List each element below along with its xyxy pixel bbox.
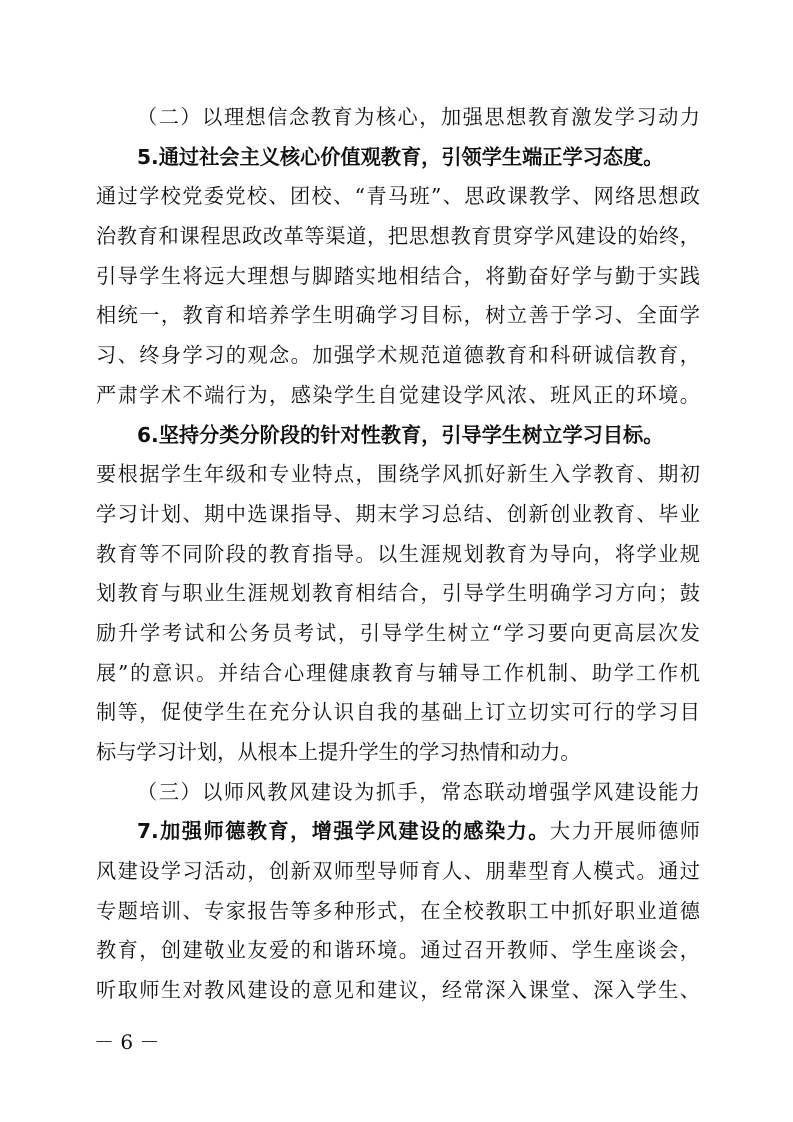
paragraph-line: 励升学考试和公务员考试，引导学生树立“学习要向更高层次发	[96, 620, 700, 645]
item-heading: 7.加强师德教育，增强学风建设的感染力。	[137, 819, 550, 844]
page-number: － 6 －	[94, 1030, 160, 1054]
paragraph-line: 通过学校党委党校、团校、“青马班”、思政课教学、网络思想政	[96, 184, 700, 209]
item-heading: 6.坚持分类分阶段的针对性教育，引导学生树立学习目标。	[137, 422, 664, 447]
document-body	[96, 98, 700, 1011]
paragraph-line: 听取师生对教风建设的意见和建议，经常深入课堂、深入学生、	[96, 978, 700, 1003]
paragraph-line: 引导学生将远大理想与脚踏实地相结合，将勤奋好学与勤于实践	[96, 263, 700, 288]
paragraph-line: 要根据学生年级和专业特点，围绕学风抓好新生入学教育、期初	[96, 462, 700, 487]
paragraph-line: 教育，创建敬业友爱的和谐环境。通过召开教师、学生座谈会，	[96, 938, 700, 963]
section-title: （三）以师风教风建设为抓手，常态联动增强学风建设能力	[137, 779, 700, 804]
paragraph-line: 风建设学习活动，创新双师型导师育人、朋辈型育人模式。通过	[96, 859, 700, 884]
item-heading-line	[96, 812, 700, 852]
paragraph-line: 教育等不同阶段的教育指导。以生涯规划教育为导向，将学业规	[96, 541, 700, 566]
paragraph-line: 专题培训、专家报告等多种形式，在全校教职工中抓好职业道德	[96, 898, 700, 923]
paragraph-line: 习、终身学习的观念。加强学术规范道德教育和科研诚信教育，	[96, 343, 700, 368]
paragraph-line: 划教育与职业生涯规划教育相结合，引导学生明确学习方向；鼓	[96, 581, 700, 606]
paragraph-line: 标与学习计划，从根本上提升学生的学习热情和动力。	[96, 740, 581, 764]
paragraph-line: 制等，促使学生在充分认识自我的基础上订立切实可行的学习目	[96, 700, 700, 725]
paragraph-text: 大力开展师德师	[549, 819, 700, 844]
item-heading: 5.通过社会主义核心价值观教育，引领学生端正学习态度。	[137, 144, 664, 169]
paragraph-line: 相统一，教育和培养学生明确学习目标，树立善于学习、全面学	[96, 303, 700, 328]
paragraph-line: 治教育和课程思政改革等渠道，把思想教育贯穿学风建设的始终，	[96, 224, 700, 249]
paragraph-line: 学习计划、期中选课指导、期末学习总结、创新创业教育、毕业	[96, 501, 700, 526]
paragraph-line: 展”的意识。并结合心理健康教育与辅导工作机制、助学工作机	[96, 660, 700, 685]
paragraph-line: 严肃学术不端行为，感染学生自觉建设学风浓、班风正的环境。	[96, 382, 700, 407]
section-title: （二）以理想信念教育为核心，加强思想教育激发学习动力	[137, 105, 700, 129]
